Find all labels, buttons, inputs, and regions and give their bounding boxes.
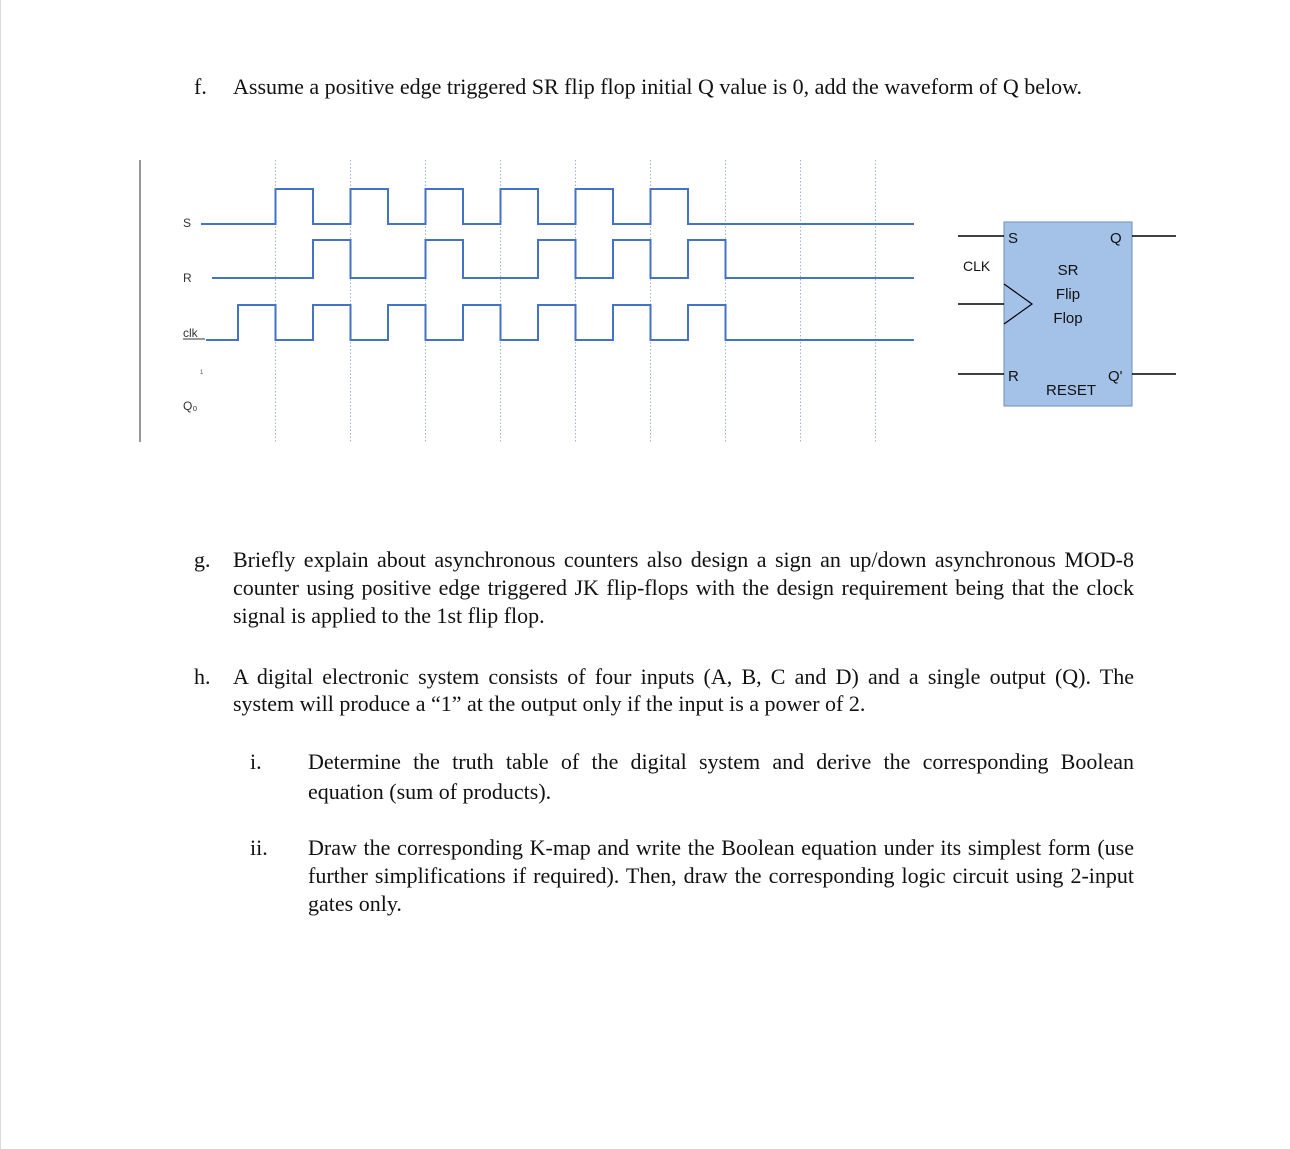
question-f-label: f.	[194, 74, 207, 99]
ff-reset-label: RESET	[1045, 382, 1097, 399]
question-h-label: h.	[194, 664, 211, 689]
question-g-text: Briefly explain about asynchronous counters also design a sign an up/down asynchronous MOD-8 counter using positive edge triggered JK flip-flops with the design requirement being that the clock signal is applied to the 1st flip flop.	[233, 547, 1134, 628]
label-q: Q₀	[183, 399, 198, 413]
question-h	[194, 663, 1134, 717]
label-clk: clk	[183, 326, 198, 340]
question-f-text: Assume a positive edge triggered SR flip flop initial Q value is 0, add the waveform of Q below.	[233, 74, 1083, 99]
ff-q-label: Q	[1110, 230, 1122, 247]
question-g-label: g.	[194, 547, 211, 572]
subquestion-i-label: i.	[250, 749, 262, 774]
subquestion-i	[250, 747, 1134, 807]
subquestion-ii-label: ii.	[250, 835, 268, 860]
subquestion-ii-text: Draw the corresponding K-map and write the Boolean equation under its simplest form (use further simplifications if required). Then, draw the corresponding logic circuit using 2-input gates only.	[308, 835, 1134, 916]
label-r: R	[183, 271, 192, 285]
ff-qbar-label: Q'	[1108, 368, 1123, 385]
question-g	[194, 546, 1134, 630]
subquestion-ii	[250, 834, 1134, 918]
ff-name-line3: Flop	[1053, 310, 1083, 327]
waveform-r	[212, 240, 914, 278]
ff-clk-label: CLK	[963, 258, 991, 274]
ff-s-label: S	[1008, 230, 1019, 247]
label-s: S	[183, 216, 192, 230]
waveform-clk	[206, 305, 914, 340]
ff-r-label: R	[1008, 368, 1019, 385]
ff-name-line1: SR	[1057, 262, 1079, 279]
question-h-text: A digital electronic system consists of four inputs (A, B, C and D) and a single output (Q). The system will produce a “1” at the output only if the input is a power of 2.	[233, 664, 1134, 716]
subquestion-i-text: Determine the truth table of the digital system and derive the corresponding Boolean equation (sum of products).	[308, 749, 1134, 804]
label-small-mark: 1	[200, 370, 204, 376]
waveform-s	[201, 189, 914, 224]
ff-name-line2: Flip	[1055, 286, 1081, 303]
